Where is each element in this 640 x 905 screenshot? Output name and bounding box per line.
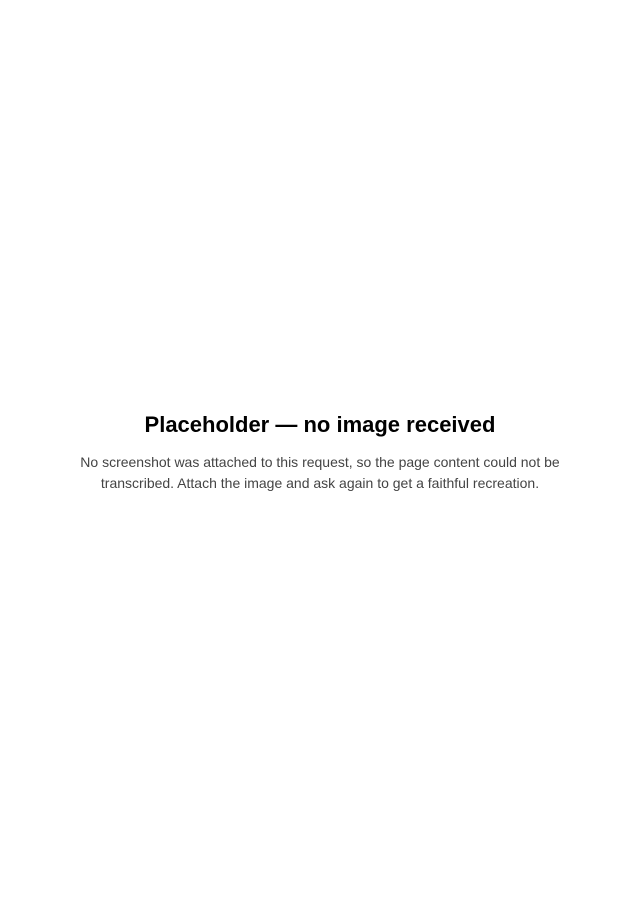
placeholder-note: No screenshot was attached to this request, so the page content could not be transcribed. Attach the image and ask again to get a faithful recreation. [80,453,560,491]
placeholder-title: Placeholder — no image received [144,411,496,437]
